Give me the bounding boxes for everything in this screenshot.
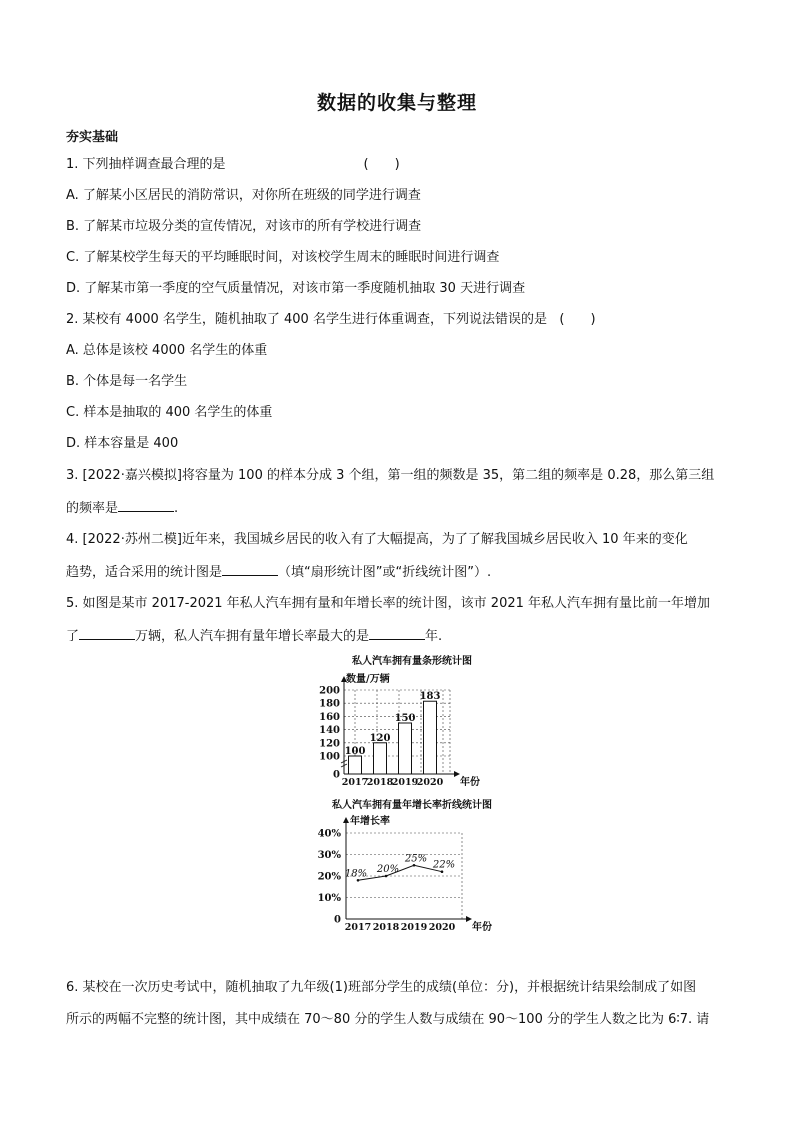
question-2-stem: 2. 某校有 4000 名学生，随机抽取了 400 名学生进行体重调查，下列说法错误的是 [66,312,547,327]
bar-chart-y-tick: 0 [333,769,340,781]
bar-chart-value-label: 100 [344,746,366,757]
section-heading: 夯实基础 [66,130,119,145]
question-5-line-1: 5. 如图是某市 2017-2021 年私人汽车拥有量和年增长率的统计图，该市 2021 年私人汽车拥有量比前一年增加 [66,596,711,611]
line-chart-y-tick: 0 [334,914,341,926]
question-4-line-1: 4. [2022·苏州二模]近年来，我国城乡居民的收入有了大幅提高，为了了解我国城乡居民收入 10 年来的变化 [66,532,688,547]
line-chart-point [441,870,444,873]
line-chart-y-tick: 20% [317,871,341,883]
answer-blank [118,497,174,512]
line-chart-value-label: 20% [376,864,400,875]
question-4-line-2 [66,561,491,583]
bar-chart-x-label: 年份 [460,777,480,788]
answer-blank [222,561,278,576]
bar-chart-y-tick: 180 [319,698,340,710]
answer-blank [369,625,425,640]
q2-option-a: A. 总体是该校 4000 名学生的体重 [66,343,268,358]
line-chart-x-tick: 2018 [372,922,400,933]
line-chart [300,797,520,937]
line-chart-y-label: 年增长率 [350,816,390,827]
line-chart-title: 私人汽车拥有量年增长率折线统计图 [332,800,492,811]
line-chart-value-label: 22% [432,859,456,871]
line-chart-series-line [358,865,442,880]
bar-chart-x-tick: 2019 [391,777,419,788]
line-chart-y-arrow [343,817,349,823]
bar-chart [300,652,520,792]
bar-chart-y-tick: 160 [319,711,340,723]
line-chart-value-label: 25% [404,853,428,865]
bar-chart-value-label: 150 [394,713,416,724]
question-2 [66,310,596,330]
question-6-line-2: 所示的两幅不完整的统计图，其中成绩在 70～80 分的学生人数与成绩在 90～100 分的学生人数之比为 6∶7. 请 [66,1012,710,1027]
bar-chart-y-tick: 140 [319,725,340,737]
q1-option-c: C. 了解某校学生每天的平均睡眠时间，对该校学生周末的睡眠时间进行调查 [66,250,500,265]
q4-text-end: （填“扇形统计图”或“折线统计图”）. [278,565,492,580]
bar-chart-bar [349,756,362,774]
answer-paren: ( ) [559,312,596,327]
page-title: 数据的收集与整理 [316,92,477,114]
answer-blank [79,625,135,640]
bar-chart-y-tick: 100 [319,751,340,763]
q2-option-d: D. 样本容量是 400 [66,436,179,451]
line-chart-y-tick: 10% [317,893,341,904]
q5-text: 了 [66,629,80,644]
bar-chart-x-tick: 2018 [366,777,394,788]
q3-text-end: . [174,501,179,516]
bar-chart-y-label: 数量/万辆 [346,674,390,685]
line-chart-point [357,879,360,882]
line-chart-point [413,864,416,867]
bar-chart-x-tick: 2020 [416,777,444,788]
q1-option-b: B. 了解某市垃圾分类的宣传情况，对该市的所有学校进行调查 [66,219,422,234]
question-6-line-1: 6. 某校在一次历史考试中，随机抽取了九年级(1)班部分学生的成绩(单位：分)，并根据统计结果绘制成了如图 [66,980,697,995]
line-chart-value-label: 18% [344,868,368,880]
bar-chart-title: 私人汽车拥有量条形统计图 [352,656,472,667]
question-3-line-2 [66,497,178,519]
q5-text-mid: 万辆，私人汽车拥有量年增长率最大的是 [135,629,370,644]
bar-chart-bar [374,743,387,774]
question-3-line-1: 3. [2022·嘉兴模拟]将容量为 100 的样本分成 3 个组，第一组的频数是 35，第二组的频率是 0.28，那么第三组 [66,468,715,483]
bar-chart-bar [424,701,437,774]
bar-chart-bar [399,723,412,774]
answer-paren: ( ) [363,157,400,172]
question-5-line-2 [66,625,442,647]
q4-text: 趋势，适合采用的统计图是 [66,565,223,580]
bar-chart-x-tick: 2017 [341,777,369,788]
bar-chart-y-tick: 200 [319,685,340,697]
q3-text: 的频率是 [66,501,119,516]
question-1 [66,155,400,175]
bar-chart-value-label: 120 [369,732,391,744]
q1-option-d: D. 了解某市第一季度的空气质量情况，对该市第一季度随机抽取 30 天进行调查 [66,281,526,296]
q2-option-b: B. 个体是每一名学生 [66,374,188,389]
bar-chart-value-label: 183 [419,691,441,703]
line-chart-x-tick: 2020 [428,922,456,933]
question-1-stem: 1. 下列抽样调查最合理的是 [66,157,226,172]
line-chart-x-label: 年份 [472,922,492,933]
line-chart-x-tick: 2017 [344,922,372,933]
q1-option-a: A. 了解某小区居民的消防常识，对你所在班级的同学进行调查 [66,188,421,203]
q2-option-c: C. 样本是抽取的 400 名学生的体重 [66,405,273,420]
line-chart-y-tick: 30% [317,850,341,861]
q5-text-end: 年. [425,629,443,644]
line-chart-y-tick: 40% [317,828,341,840]
bar-chart-y-tick: 120 [319,738,340,750]
line-chart-point [385,875,388,878]
line-chart-x-tick: 2019 [400,922,428,933]
